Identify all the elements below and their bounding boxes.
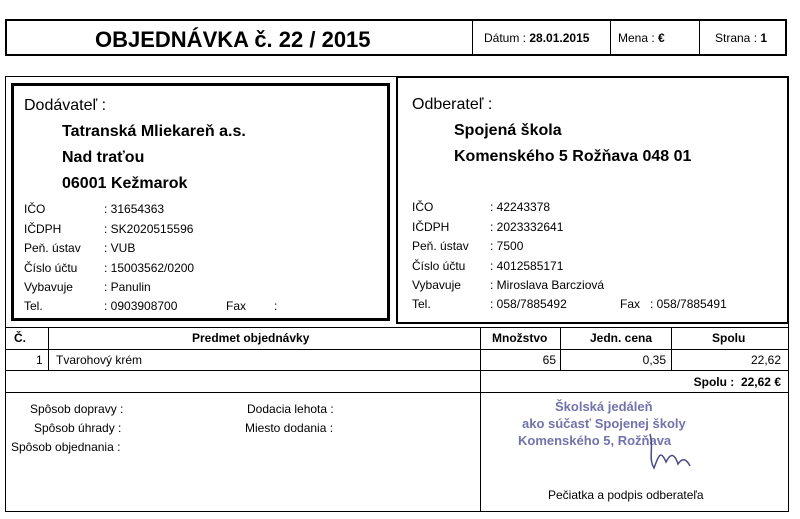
supplier-row-bank [24, 241, 136, 255]
col-header-total: Spolu [712, 331, 746, 345]
supplier-account-label: Číslo účtu [24, 261, 78, 275]
customer-ico-label: IČO [412, 200, 434, 214]
customer-name: Spojená škola [454, 122, 562, 139]
supplier-bank-value: : VUB [104, 241, 136, 255]
col-header-no: Č. [14, 331, 26, 345]
date-field [484, 31, 589, 45]
sum-total: Spolu : 22,62 € [693, 375, 781, 389]
supplier-heading: Dodávateľ : [24, 97, 107, 114]
customer-fax-label: Fax [620, 297, 641, 311]
delivery-place-label: Miesto dodania : [245, 421, 334, 435]
document-title: OBJEDNÁVKA č. 22 / 2015 [95, 27, 371, 52]
supplier-icdph-label: IČDPH [24, 222, 62, 236]
customer-row-icdph [412, 220, 564, 234]
customer-tel-label: Tel. [412, 297, 431, 311]
delivery-term-label: Dodacia lehota : [247, 402, 334, 416]
customer-row-contact [412, 278, 605, 292]
stamp-line-2: ako súčasť Spojenej školy [522, 416, 686, 431]
date-value: 28.01.2015 [529, 31, 590, 45]
row-total: 22,62 [750, 353, 781, 367]
customer-contact-value: : Miroslava Barcziová [490, 278, 605, 292]
col-header-qty: Množstvo [492, 331, 548, 345]
supplier-contact-value: : Panulin [104, 280, 151, 294]
customer-contact-label: Vybavuje [412, 278, 461, 292]
supplier-row-icdph [24, 222, 194, 236]
payment-label: Spôsob úhrady : [34, 421, 122, 435]
supplier-icdph-value: : SK2020515596 [104, 222, 194, 236]
page-label: Strana : [715, 31, 758, 45]
customer-box [396, 76, 789, 324]
ordering-label: Spôsob objednania : [11, 440, 121, 454]
supplier-ico-label: IČO [24, 202, 46, 216]
date-label: Dátum : [484, 31, 527, 45]
customer-account-label: Číslo účtu [412, 259, 466, 273]
supplier-street: Nad traťou [62, 149, 145, 166]
supplier-box [11, 83, 390, 321]
supplier-city: 06001 Kežmarok [62, 175, 188, 192]
supplier-account-value: : 15003562/0200 [104, 261, 195, 275]
signature-caption: Pečiatka a podpis odberateľa [548, 488, 704, 502]
col-header-item: Predmet objednávky [192, 331, 310, 345]
customer-row-tel [412, 297, 772, 311]
stamp-line-1: Školská jedáleň [555, 399, 653, 414]
signature-icon [640, 428, 700, 476]
supplier-row-contact [24, 280, 151, 294]
customer-heading: Odberateľ : [412, 96, 493, 113]
customer-account-value: : 4012585171 [490, 259, 564, 273]
supplier-fax-value: : [274, 299, 278, 313]
customer-icdph-value: : 2023332641 [490, 220, 564, 234]
row-no: 1 [36, 353, 43, 367]
customer-fax-value: : 058/7885491 [650, 297, 727, 311]
customer-row-bank [412, 239, 524, 253]
supplier-row-account [24, 261, 195, 275]
supplier-tel-value: : 0903908700 [104, 299, 178, 313]
supplier-bank-label: Peň. ústav [24, 241, 81, 255]
customer-icdph-label: IČDPH [412, 220, 450, 234]
row-price: 0,35 [642, 353, 666, 367]
supplier-tel-label: Tel. [24, 299, 43, 313]
col-header-price: Jedn. cena [590, 331, 653, 345]
stamp-line-3: Komenského 5, Rožňava [518, 433, 672, 448]
customer-bank-value: : 7500 [490, 239, 524, 253]
supplier-row-tel [24, 299, 354, 313]
customer-row-account [412, 259, 564, 273]
row-qty: 65 [542, 353, 556, 367]
row-item: Tvarohový krém [56, 353, 143, 367]
customer-tel-value: : 058/7885492 [490, 297, 567, 311]
customer-row-ico [412, 200, 551, 214]
currency-value: € [658, 31, 665, 45]
currency-label: Mena : [618, 31, 655, 45]
page-field [715, 31, 767, 45]
header-bar [5, 19, 787, 56]
customer-address: Komenského 5 Rožňava 048 01 [454, 148, 692, 165]
transport-label: Spôsob dopravy : [30, 402, 124, 416]
customer-ico-value: : 42243378 [490, 200, 551, 214]
currency-field [618, 31, 665, 45]
supplier-row-ico [24, 202, 165, 216]
supplier-name: Tatranská Mliekareň a.s. [62, 123, 246, 140]
supplier-fax-label: Fax [226, 299, 247, 313]
page-value: 1 [760, 31, 768, 45]
supplier-ico-value: : 31654363 [104, 202, 165, 216]
customer-bank-label: Peň. ústav [412, 239, 469, 253]
supplier-contact-label: Vybavuje [24, 280, 73, 294]
